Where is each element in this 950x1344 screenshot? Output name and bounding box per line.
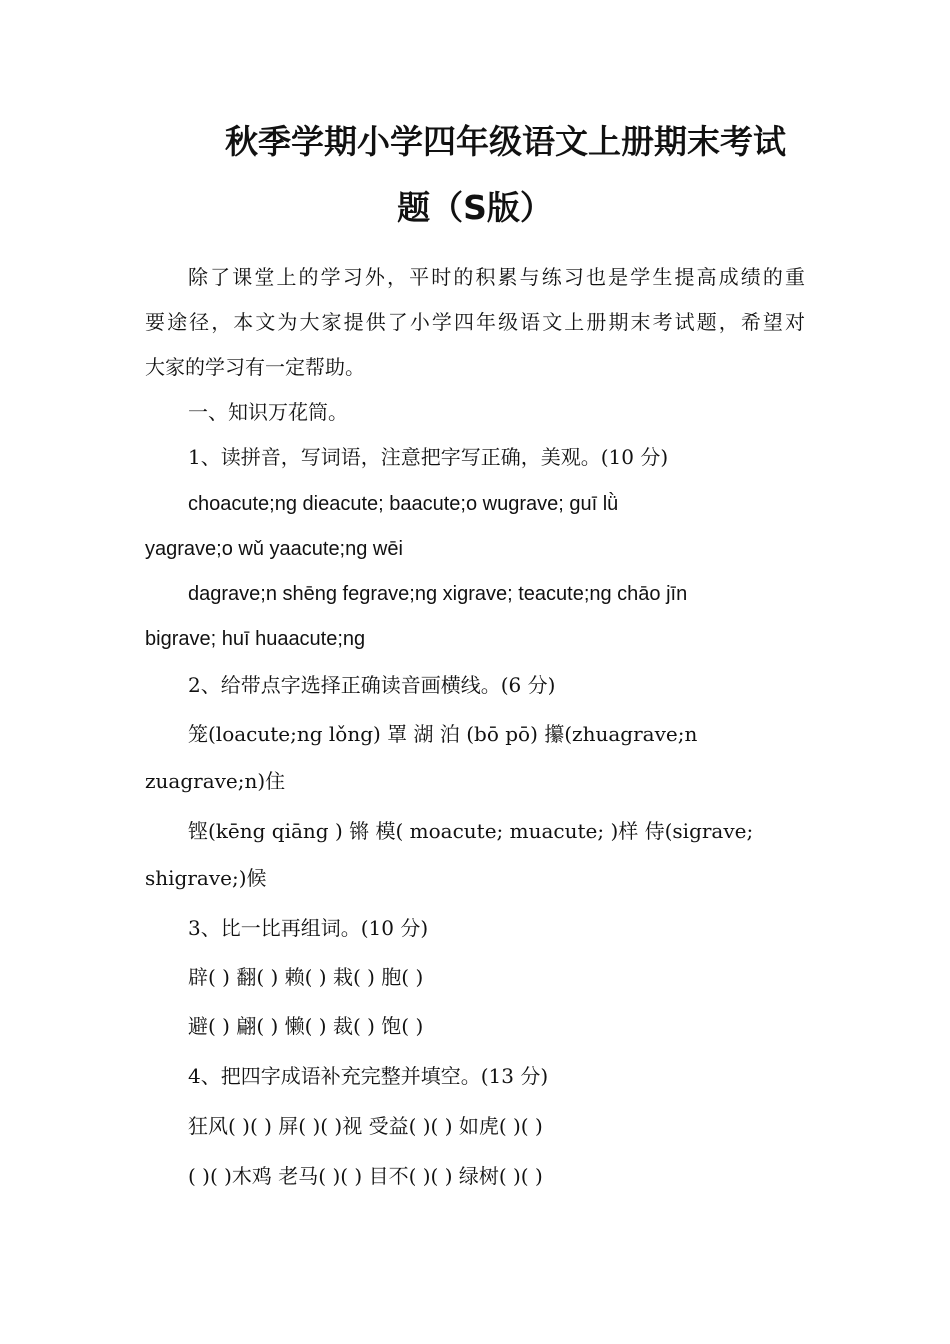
section-heading: 一、知识万花筒。 [188, 400, 348, 424]
question-1-pinyin-row-2b: bigrave; huī huaacute;ng [145, 628, 366, 650]
question-1-pinyin-row-1b: yagrave;o wǔ yaacute;ng wēi [145, 538, 403, 560]
question-3-row-1: 辟( ) 翻( ) 赖( ) 栽( ) 胞( ) [188, 965, 424, 989]
question-4-prompt: 4、把四字成语补充完整并填空。(13 分) [188, 1064, 549, 1088]
question-1-pinyin-row-1a: choacute;ng dieacute; baacute;o wugrave; guī lǜ [188, 493, 619, 515]
question-2-row-1a: 笼(loacute;ng lǒng) 罩 湖 泊 (bō pō) 攥(zhuagrave;n [188, 722, 698, 746]
page-title-line-2: 题（S版） [397, 188, 553, 227]
intro-line-2: 要途径，本文为大家提供了小学四年级语文上册期末考试题，希望对 [145, 310, 805, 334]
question-4-row-2: ( )( )木鸡 老马( )( ) 目不( )( ) 绿树( )( ) [188, 1164, 543, 1188]
page-title-line-1: 秋季学期小学四年级语文上册期末考试 [225, 122, 786, 161]
question-3-prompt: 3、比一比再组词。(10 分) [188, 916, 429, 940]
question-2-row-1b: zuagrave;n)住 [145, 769, 286, 793]
question-2-row-2b: shigrave;)候 [145, 866, 267, 890]
intro-line-1: 除了课堂上的学习外，平时的积累与练习也是学生提高成绩的重 [188, 265, 805, 289]
question-2-row-2a: 铿(kēng qiāng ) 锵 模( moacute; muacute; )样 侍(sigrave; [188, 819, 754, 843]
question-4-row-1: 狂风( )( ) 屏( )( )视 受益( )( ) 如虎( )( ) [188, 1114, 543, 1138]
question-2-prompt: 2、给带点字选择正确读音画横线。(6 分) [188, 673, 556, 697]
intro-line-3: 大家的学习有一定帮助。 [145, 355, 365, 379]
question-1-prompt: 1、读拼音，写词语，注意把字写正确，美观。(10 分) [188, 445, 669, 469]
question-1-pinyin-row-2a: dagrave;n shēng fegrave;ng xigrave; teacute;ng chāo jīn [188, 583, 688, 605]
question-3-row-2: 避( ) 翩( ) 懒( ) 裁( ) 饱( ) [188, 1014, 424, 1038]
